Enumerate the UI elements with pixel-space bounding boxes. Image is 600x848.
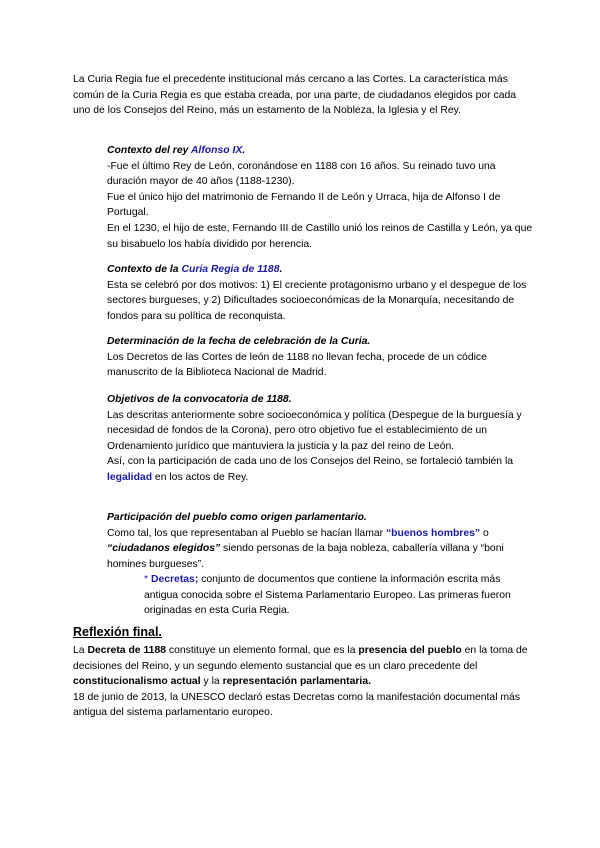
section-participacion xyxy=(107,510,537,572)
title-suffix: . xyxy=(242,145,246,156)
ciudadanos-elegidos-term: “ciudadanos elegidos” xyxy=(107,543,221,555)
paragraph: Esta se celebró por dos motivos: 1) El creciente protagonismo urbano y el despegue de los sectores burgueses, y 2) Dificultades socioeconómicas de la Monarquía, necesitando de fondos para su política de reconquista. xyxy=(107,279,527,322)
section-title-contexto-curia xyxy=(107,262,537,278)
text-run: en la toma de decisiones del Reino, y un segundo elemento sustancial que es un claro precedente del xyxy=(73,645,528,672)
paragraph xyxy=(107,526,537,573)
text-run: constituye un elemento formal, que es la xyxy=(166,645,359,656)
text-run: en los actos de Rey. xyxy=(152,471,249,483)
presencia-pueblo-term: presencia del pueblo xyxy=(358,645,462,656)
section-title-objetivos: Objetivos de la convocatoria de 1188. xyxy=(107,394,292,405)
section-objetivos xyxy=(107,392,537,486)
decreta-1188-term: Decreta de 1188 xyxy=(87,645,167,656)
section-title-participacion: Participación del pueblo como origen parlamentario. xyxy=(107,512,367,523)
title-prefix: Contexto del rey xyxy=(107,145,191,156)
text-run: Como tal, los que representaban al Pueblo se hacían llamar xyxy=(107,527,386,539)
note-text: conjunto de documentos que contiene la información escrita más antigua conocida sobre el Sistema Parlamentario Europeo. Las primeras fueron originadas en esta Curia Regia. xyxy=(144,574,511,617)
paragraph xyxy=(107,454,537,485)
title-prefix: Contexto de la xyxy=(107,264,182,275)
paragraph: Los Decretos de las Cortes de león de 1188 no llevan fecha, procede de un códice manuscrito de la Biblioteca Nacional de Madrid. xyxy=(107,351,487,379)
paragraph: 18 de junio de 2013, la UNESCO declaró estas Decretas como la manifestación documental más antigua del sistema parlamentario europeo. xyxy=(73,691,521,719)
buenos-hombres-term: “buenos hombres” xyxy=(385,527,481,539)
section-determinacion xyxy=(107,334,537,381)
section-contexto-rey xyxy=(107,143,537,252)
text-run: La xyxy=(73,645,88,656)
decretas-term: Decretas; xyxy=(150,574,199,585)
representacion-term: representación parlamentaria. xyxy=(222,676,371,688)
paragraph: -Fue el último Rey de León, coronándose en 1188 con 16 años. Su reinado tuvo una duración mayor de 40 años (1188-1230). xyxy=(107,160,496,188)
constitucionalismo-term: constitucionalismo actual xyxy=(73,676,201,688)
section-title-contexto-rey xyxy=(107,143,537,159)
paragraph: Las descritas anteriormente sobre socioeconómica y política (Despegue de la burguesía y necesidad de fondos de la Corona), pero otro objetivo fue el establecimiento de un Ordenamiento jurídico que mantuviera la justicia y la paz del reino de León. xyxy=(107,409,522,452)
decretas-note xyxy=(144,572,534,619)
paragraph: Fue el único hijo del matrimonio de Fernando II de León y Urraca, hija de Alfonso I de Portugal. xyxy=(107,191,501,219)
alfonso-ix-link[interactable]: Alfonso IX xyxy=(190,145,243,156)
reflexion-body xyxy=(73,643,533,721)
text-run: siendo personas de la baja nobleza, caballería villana y “boni homines burgueses”. xyxy=(107,543,504,570)
text-run: o xyxy=(480,527,489,539)
paragraph: En el 1230, el hijo de este, Fernando III de Castillo unió los reinos de Castilla y León, ya que su bisabuelo los había dividido por herencia. xyxy=(107,222,533,250)
paragraph xyxy=(73,643,533,690)
note-star: * xyxy=(144,574,151,585)
text-run: y la xyxy=(200,676,223,688)
curia-regia-link[interactable]: Curia Regia de 1188 xyxy=(181,264,280,275)
section-title-determinacion: Determinación de la fecha de celebración de la Curia. xyxy=(107,336,371,347)
section-contexto-curia xyxy=(107,262,537,324)
legalidad-link[interactable]: legalidad xyxy=(107,471,153,483)
reflexion-heading: Reflexión final. xyxy=(73,625,162,639)
intro-paragraph: La Curia Regia fue el precedente institucional más cercano a las Cortes. La característica más común de la Curia Regia es que estaba creada, por una parte, de ciudadanos elegidos por cada uno de los Consejos del Reino, más un estamento de la Nobleza, la Iglesia y el Rey. xyxy=(73,74,517,117)
text-run: Así, con la participación de cada uno de los Consejos del Reino, se fortaleció también la xyxy=(107,456,514,468)
title-suffix: . xyxy=(279,264,283,275)
